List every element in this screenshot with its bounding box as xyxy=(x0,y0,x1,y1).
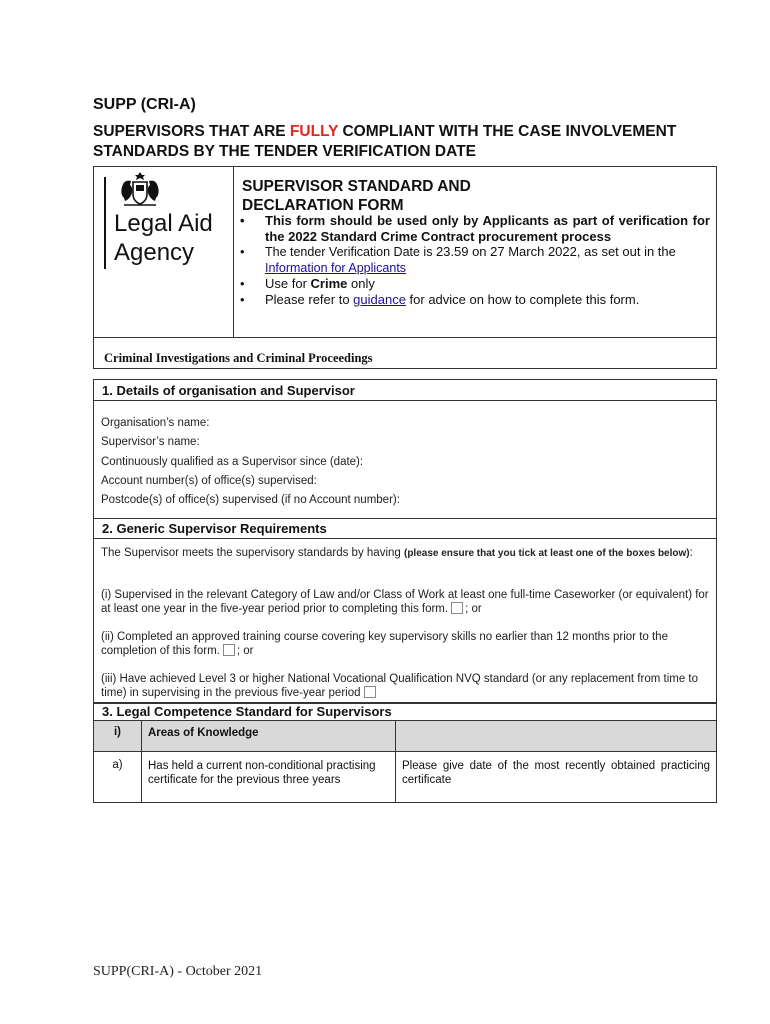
information-for-applicants-link[interactable]: Information for Applicants xyxy=(265,260,407,275)
competence-table xyxy=(94,720,716,803)
section-3-heading: 3. Legal Competence Standard for Supervisors xyxy=(102,704,392,719)
option-3-checkbox[interactable] xyxy=(364,686,376,698)
main-title-part1: SUPERVISORS THAT ARE xyxy=(93,123,290,140)
instruction-text: This form should be used only by Applicants as part of verification for the 2022 Standard Crime Contract procurement process xyxy=(265,213,710,244)
row-info-field[interactable]: Please give date of the most recently obtained practicing certificate xyxy=(402,760,710,786)
instruction-text: for advice on how to complete this form. xyxy=(405,291,640,307)
instruction-text: The tender Verification Date is xyxy=(265,245,436,259)
qualified-since-field[interactable]: Continuously qualified as a Supervisor since (date): xyxy=(101,456,364,468)
bullet-icon: • xyxy=(240,291,245,307)
section-1 xyxy=(93,379,717,519)
table-header-row xyxy=(94,720,716,752)
logo-line-2: Agency xyxy=(114,239,195,266)
instruction-item xyxy=(234,276,718,292)
section-1-heading: 1. Details of organisation and Supervisor xyxy=(94,380,716,401)
option-1-checkbox[interactable] xyxy=(451,602,463,614)
option-3 xyxy=(101,672,709,700)
instruction-item xyxy=(234,213,718,244)
page-footer: SUPP(CRI-A) - October 2021 xyxy=(93,964,263,979)
instruction-bold: Crime xyxy=(310,276,348,291)
section-2-intro xyxy=(101,546,709,561)
option-1-end: ; or xyxy=(465,603,482,615)
option-2-text: (ii) Completed an approved training course covering key supervisory skills no earlier than 12 months prior to the completion of this form. xyxy=(101,631,668,657)
intro-bold-text: (please ensure that you tick at least one of the boxes below) xyxy=(403,548,690,559)
instruction-item xyxy=(234,292,718,308)
form-header-info xyxy=(233,167,717,338)
logo-line-1: Legal Aid xyxy=(114,210,213,237)
intro-text: The Supervisor meets the supervisory standards by having xyxy=(101,547,404,559)
verification-date: 23.59 on 27 March 2022 xyxy=(435,244,577,259)
account-numbers-field[interactable]: Account number(s) of office(s) supervised: xyxy=(101,475,317,487)
bullet-icon: • xyxy=(240,213,245,228)
section-2-heading: 2. Generic Supervisor Requirements xyxy=(94,519,716,539)
form-title: SUPERVISOR STANDARD AND DECLARATION FORM xyxy=(242,178,471,214)
form-header-box xyxy=(93,166,717,338)
organisation-name-field[interactable]: Organisation’s name: xyxy=(101,417,210,429)
main-title-highlight: FULLY xyxy=(289,123,339,140)
section-3 xyxy=(93,703,717,803)
logo-bar xyxy=(104,177,106,269)
category-box xyxy=(93,337,717,369)
row-number: a) xyxy=(112,759,123,771)
royal-crest-icon xyxy=(116,169,164,209)
supervisor-name-field[interactable]: Supervisor’s name: xyxy=(101,436,200,448)
option-1-text: (i) Supervised in the relevant Category of Law and/or Class of Work at least one full-time Caseworker (or equivalent) for at least one year in the five-year period prior to completing this form. xyxy=(101,589,709,615)
intro-end: : xyxy=(689,547,693,559)
instruction-text: Use for xyxy=(265,276,311,291)
option-1 xyxy=(101,588,709,616)
document-code: SUPP (CRI-A) xyxy=(93,96,196,113)
main-title-part2: COMPLIANT WITH THE CASE INVOLVEMENT STANDARDS BY THE TENDER VERIFICATION DATE xyxy=(93,123,677,160)
option-2-end: ; or xyxy=(236,645,254,657)
legal-aid-agency-logo xyxy=(94,167,233,338)
guidance-link[interactable]: guidance xyxy=(353,291,406,307)
logo-name xyxy=(114,209,213,267)
bullet-icon: • xyxy=(240,244,245,259)
header-areas-of-knowledge: Areas of Knowledge xyxy=(148,727,259,739)
row-area-text: Has held a current non-conditional practising certificate for the previous three years xyxy=(148,760,376,786)
column-divider xyxy=(141,720,142,803)
instruction-text: Please refer to xyxy=(265,291,354,307)
postcodes-field[interactable]: Postcode(s) of office(s) supervised (if no Account number): xyxy=(101,494,400,506)
section-2 xyxy=(93,519,717,703)
main-title xyxy=(93,122,693,162)
option-2-checkbox[interactable] xyxy=(223,644,235,656)
category-label: Criminal Investigations and Criminal Proceedings xyxy=(104,351,373,365)
instruction-item xyxy=(234,244,718,276)
bullet-icon: • xyxy=(240,276,245,291)
instruction-text: , as set out in the xyxy=(576,244,676,259)
header-number: i) xyxy=(113,726,122,738)
column-divider xyxy=(395,720,396,803)
instruction-list xyxy=(234,213,718,307)
option-2 xyxy=(101,630,709,658)
option-3-text: (iii) Have achieved Level 3 or higher National Vocational Qualification NVQ standard (or any replacement from time to time) in supervising in the previous five-year period xyxy=(101,673,699,699)
instruction-text: only xyxy=(347,276,375,291)
